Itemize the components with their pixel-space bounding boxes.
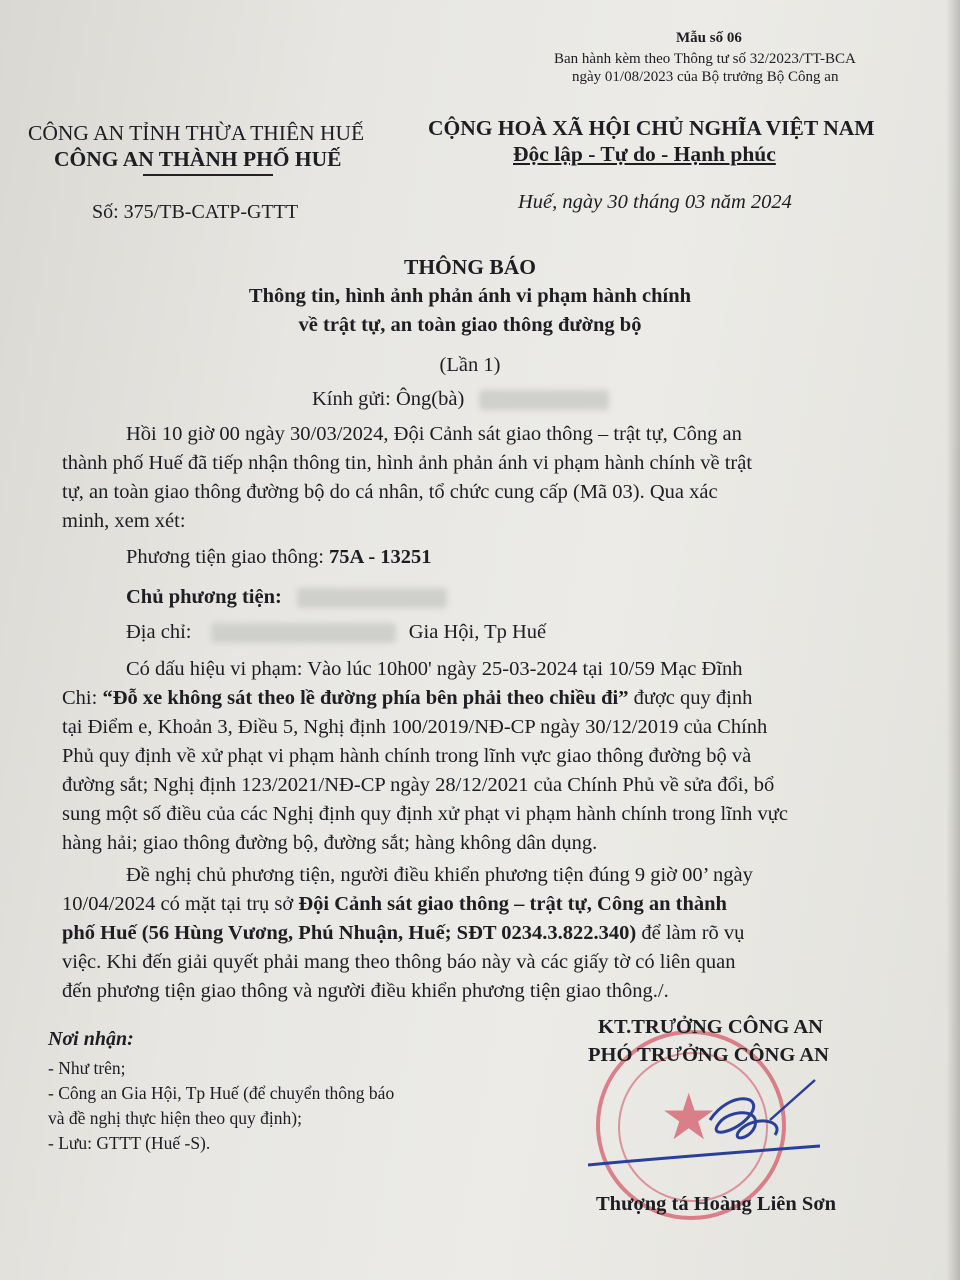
vehicle-plate: 75A - 13251 [329,546,432,568]
violation-description: “Đỗ xe không sát theo lề đường phía bên phải theo chiều đi” [102,687,629,709]
violation-line: Có dấu hiệu vi phạm: Vào lúc 10h00' ngày 25-03-2024 tại 10/59 Mạc Đĩnh [126,658,743,680]
request-suffix: để làm rõ vụ [636,922,745,944]
form-number: Mẫu số 06 [676,30,742,46]
owner-line [126,586,447,609]
national-title: CỘNG HOÀ XÃ HỘI CHỦ NGHĨA VIỆT NAM [428,116,875,140]
greeting-label: Kính gửi: Ông(bà) [312,388,465,410]
violation-line [62,684,908,713]
request-line: đến phương tiện giao thông và người điều khiển phương tiện giao thông./. [62,980,669,1002]
form-reference-line2: ngày 01/08/2023 của Bộ trưởng Bộ Công an [572,69,839,85]
request-paragraph [62,861,908,1006]
violation-suffix: được quy định [628,687,753,709]
notice-count: (Lần 1) [439,354,501,376]
recipients-list [48,1056,394,1156]
violation-paragraph [62,655,908,858]
page-edge-shadow [946,0,960,1280]
intro-line: tự, an toàn giao thông đường bộ do cá nhân, tổ chức cung cấp (Mã 03). Qua xác [62,481,718,503]
greeting-line [312,388,609,411]
intro-line: minh, xem xét: [62,510,186,532]
request-office: Đội Cảnh sát giao thông – trật tự, Công an thành [298,893,727,915]
handwritten-signature-icon [580,1060,880,1180]
vehicle-label: Phương tiện giao thông: [126,546,330,568]
violation-line: sung một số điều của các Nghị định quy định xử phạt vi phạm hành chính trong lĩnh vực [62,803,788,825]
request-line [62,890,908,919]
signer-name: Thượng tá Hoàng Liên Sơn [596,1193,837,1215]
recipients-title: Nơi nhận: [48,1028,134,1050]
address-line [126,621,546,644]
document-subtitle-line2: về trật tự, an toàn giao thông đường bộ [298,314,642,336]
violation-line: Phủ quy định về xử phạt vi phạm hành chính trong lĩnh vực giao thông đường bộ và [62,745,752,767]
request-line [62,919,908,948]
intro-line: thành phố Huế đã tiếp nhận thông tin, hình ảnh phản ánh vi phạm hành chính về trật [62,452,753,474]
recipient-item: - Như trên; [48,1058,126,1078]
authority-underline [143,174,273,176]
violation-line: đường sắt; Nghị định 123/2021/NĐ-CP ngày 28/12/2021 của Chính Phủ về sửa đổi, bổ [62,774,775,796]
intro-paragraph [62,420,908,536]
redacted-address [211,623,396,643]
recipient-item: - Công an Gia Hội, Tp Huế (để chuyển thông báo [48,1083,395,1103]
recipient-item: - Lưu: GTTT (Huế -S). [48,1133,211,1153]
redacted-owner-name [297,588,447,608]
violation-line: tại Điểm e, Khoản 3, Điều 5, Nghị định 100/2019/NĐ-CP ngày 30/12/2019 của Chính [62,716,768,738]
document-number: Số: 375/TB-CATP-GTTT [92,201,299,223]
violation-prefix: Chi: [62,687,103,709]
redacted-recipient-name [479,390,609,410]
issuing-authority: CÔNG AN THÀNH PHỐ HUẾ [54,147,342,171]
signature-title-line2: PHÓ TRƯỞNG CÔNG AN [588,1044,829,1066]
form-reference-line1: Ban hành kèm theo Thông tư số 32/2023/TT-BCA [554,51,856,67]
request-prefix: 10/04/2024 có mặt tại trụ sở [62,893,299,915]
violation-line: hàng hải; giao thông đường bộ, đường sắt; hàng không dân dụng. [62,832,598,854]
vehicle-line [126,546,432,569]
document-subtitle-line1: Thông tin, hình ảnh phản ánh vi phạm hành chính [248,285,692,307]
intro-line: Hồi 10 giờ 00 ngày 30/03/2024, Đội Cảnh sát giao thông – trật tự, Công an [126,423,742,445]
signature-title-line1: KT.TRƯỞNG CÔNG AN [598,1016,823,1038]
seal-star-icon: ★ [660,1082,718,1153]
owner-label: Chủ phương tiện: [126,586,282,608]
recipient-item: và đề nghị thực hiện theo quy định); [48,1108,302,1128]
national-motto: Độc lập - Tự do - Hạnh phúc [513,142,776,166]
request-line: việc. Khi đến giải quyết phải mang theo thông báo này và các giấy tờ có liên quan [62,951,736,973]
document-title: THÔNG BÁO [403,255,536,279]
request-line: Đề nghị chủ phương tiện, người điều khiển phương tiện đúng 9 giờ 00’ ngày [126,864,753,886]
issue-date: Huế, ngày 30 tháng 03 năm 2024 [518,191,792,213]
address-label: Địa chỉ: [126,621,192,643]
address-value: Gia Hội, Tp Huế [408,621,547,643]
request-office-address: phố Huế (56 Hùng Vương, Phú Nhuận, Huế; SĐT 0234.3.822.340) [62,922,637,944]
issuing-authority-parent: CÔNG AN TỈNH THỪA THIÊN HUẾ [28,121,365,145]
